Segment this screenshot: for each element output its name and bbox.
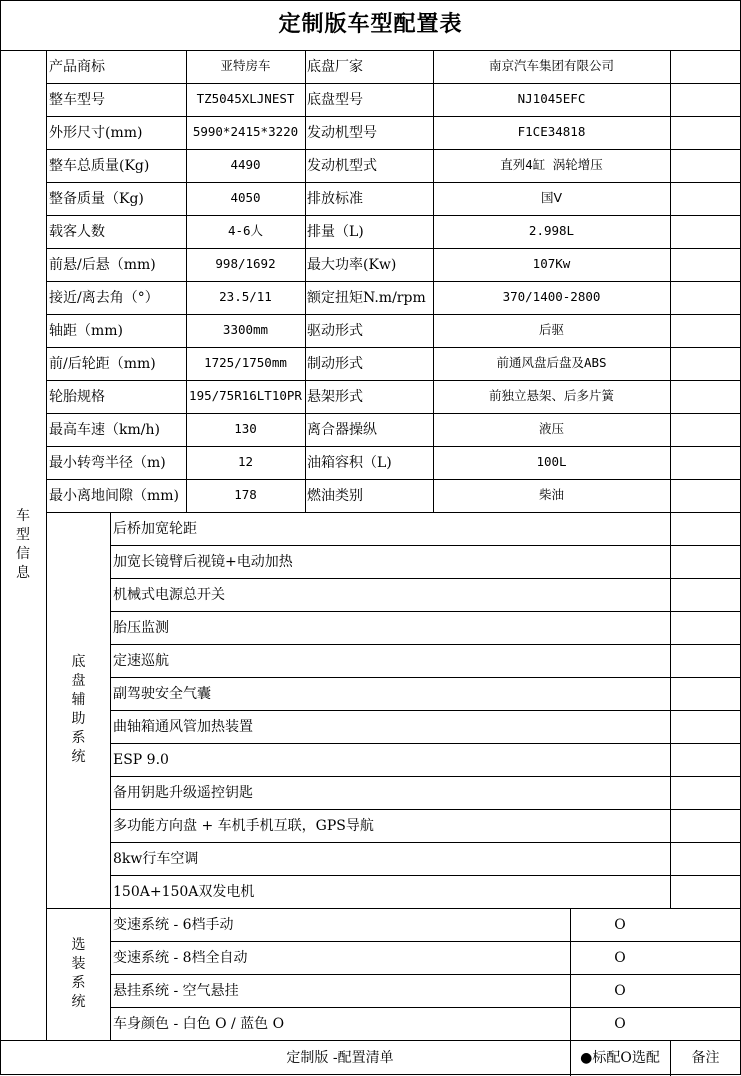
spec-value: TZ5045XLJNEST (196, 91, 295, 107)
grid-line (46, 512, 741, 513)
grid-line (670, 50, 671, 909)
section-label-char: 息 (16, 565, 30, 581)
grid-line (110, 809, 741, 810)
spec-value: 998/1692 (215, 256, 276, 272)
optional-item-mark: O (614, 982, 626, 999)
spec-label: 离合器操纵 (307, 421, 377, 438)
spec-label: 额定扭矩N.m/rpm (307, 289, 426, 306)
grid-line (46, 347, 741, 348)
chassis-feature-item: 150A+150A双发电机 (113, 883, 255, 900)
footer-list-label: 定制版 -配置清单 (286, 1050, 394, 1066)
spec-label: 前/后轮距（mm) (49, 355, 156, 372)
section-label-char: 辅 (71, 692, 86, 708)
section-label-char: 选 (71, 937, 86, 953)
section-label-char: 系 (71, 975, 86, 991)
footer-remark: 备注 (691, 1050, 720, 1066)
chassis-feature-item: 曲轴箱通风管加热装置 (113, 718, 253, 735)
spec-label: 最大功率(Kw) (307, 256, 397, 273)
spec-value: NJ1045EFC (517, 91, 586, 107)
spec-value: 亚特房车 (220, 58, 271, 74)
spec-label: 底盘厂家 (307, 58, 363, 75)
grid-line (110, 974, 741, 975)
grid-line (46, 149, 741, 150)
spec-label: 整车总质量(Kg) (49, 157, 150, 174)
section-label-char: 系 (71, 730, 86, 746)
spec-label: 驱动形式 (307, 322, 363, 339)
chassis-feature-item: 胎压监测 (113, 619, 169, 636)
section-label-char: 信 (16, 546, 30, 562)
spec-value: 5990*2415*3220 (192, 124, 299, 140)
grid-line (46, 380, 741, 381)
grid-line (110, 941, 741, 942)
spec-value: 12 (237, 454, 254, 470)
spec-label: 最小转弯半径（m) (49, 454, 166, 471)
spec-label: 产品商标 (49, 58, 105, 75)
grid-line (46, 479, 741, 480)
spec-value: 370/1400-2800 (502, 289, 601, 305)
grid-line (305, 50, 306, 513)
spec-label: 整车型号 (49, 91, 105, 108)
grid-line (186, 50, 187, 513)
grid-line (46, 446, 741, 447)
grid-line (46, 182, 741, 183)
grid-line (46, 281, 741, 282)
spec-value: 柴油 (538, 487, 564, 503)
spec-value: 23.5/11 (219, 289, 272, 305)
spec-label: 制动形式 (307, 355, 363, 372)
chassis-feature-item: ESP 9.0 (113, 751, 169, 768)
footer-legend: ●标配O选配 (580, 1050, 660, 1066)
spec-value: 107Kw (532, 256, 571, 272)
spec-label: 接近/离去角（°） (49, 289, 159, 306)
section-label-char: 统 (71, 994, 86, 1010)
section-label-char: 车 (16, 508, 30, 524)
grid-line (46, 116, 741, 117)
spec-value: 4050 (230, 190, 261, 206)
optional-item-mark: O (614, 949, 626, 966)
grid-line (433, 50, 434, 513)
grid-line (0, 0, 1, 1075)
spec-label: 燃油类别 (307, 487, 363, 504)
spec-label: 底盘型号 (307, 91, 363, 108)
grid-line (110, 677, 741, 678)
grid-line (110, 644, 741, 645)
grid-line (110, 611, 741, 612)
section-label-char: 盘 (71, 673, 86, 689)
section-label-char: 装 (71, 956, 86, 972)
spec-value: 1725/1750mm (204, 355, 287, 371)
spec-value: 直列4缸 涡轮增压 (500, 157, 603, 173)
spec-value: 4490 (230, 157, 261, 173)
grid-line (110, 578, 741, 579)
spec-label: 整备质量（Kg) (49, 190, 144, 207)
spec-value: 后驱 (538, 322, 564, 338)
grid-line (110, 743, 741, 744)
section-label-char: 底 (71, 654, 86, 670)
grid-line (670, 1040, 671, 1076)
grid-line (0, 0, 741, 1)
grid-line (570, 908, 571, 1076)
grid-line (46, 215, 741, 216)
spec-value: F1CE34818 (517, 124, 586, 140)
section-label-char: 助 (71, 711, 86, 727)
section-label-char: 统 (71, 749, 86, 765)
chassis-feature-item: 备用钥匙升级遥控钥匙 (113, 784, 253, 801)
grid-line (110, 842, 741, 843)
spec-label: 发动机型式 (307, 157, 377, 174)
chassis-feature-item: 机械式电源总开关 (113, 586, 225, 603)
spec-value: 3300mm (222, 322, 269, 338)
chassis-feature-item: 副驾驶安全气囊 (113, 685, 211, 702)
optional-item-name: 悬挂系统 - 空气悬挂 (113, 982, 239, 999)
spec-value: 前独立悬架、后多片簧 (488, 388, 614, 404)
spec-value: 国Ⅴ (540, 190, 563, 206)
grid-line (46, 908, 741, 909)
spec-label: 油箱容积（L) (307, 454, 392, 471)
grid-line (46, 248, 741, 249)
grid-line (46, 83, 741, 84)
spec-label: 轴距（mm) (49, 322, 124, 339)
spec-label: 载客人数 (49, 223, 105, 240)
spec-value: 南京汽车集团有限公司 (488, 58, 614, 74)
spec-label: 排量（L) (307, 223, 364, 240)
grid-line (46, 413, 741, 414)
spec-label: 悬架形式 (307, 388, 363, 405)
section-label-vehicle-info (0, 50, 46, 1040)
chassis-feature-item: 多功能方向盘 + 车机手机互联，GPS导航 (113, 817, 374, 834)
chassis-feature-item: 8kw行车空调 (113, 850, 199, 867)
grid-line (110, 512, 111, 1041)
section-label-char: 型 (16, 527, 30, 543)
spec-value: 178 (234, 487, 257, 503)
spec-label: 排放标准 (307, 190, 363, 207)
section-label-chassis-aux (47, 512, 110, 908)
optional-item-mark: O (614, 1015, 626, 1032)
spec-label: 最小离地间隙（mm) (49, 487, 180, 504)
grid-line (46, 50, 47, 1041)
grid-line (110, 710, 741, 711)
optional-item-mark: O (614, 916, 626, 933)
grid-line (46, 314, 741, 315)
grid-line (110, 1007, 741, 1008)
optional-item-name: 车身颜色 - 白色 O / 蓝色 O (113, 1015, 285, 1032)
spec-value: 4-6人 (227, 223, 264, 239)
grid-line (110, 776, 741, 777)
spec-value: 2.998L (528, 223, 575, 239)
optional-item-name: 变速系统 - 6档手动 (113, 916, 234, 933)
grid-line (0, 50, 741, 51)
chassis-feature-item: 定速巡航 (113, 652, 169, 669)
section-label-optional (47, 908, 110, 1040)
spec-value: 195/75R16LT10PR (189, 388, 302, 404)
grid-line (110, 875, 741, 876)
spec-value: 130 (234, 421, 257, 437)
chassis-feature-item: 加宽长镜臂后视镜+电动加热 (113, 553, 293, 570)
optional-item-name: 变速系统 - 8档全自动 (113, 949, 248, 966)
spec-label: 前悬/后悬（mm) (49, 256, 156, 273)
spec-label: 最高车速（km/h) (49, 421, 160, 438)
grid-line (110, 545, 741, 546)
spec-value: 前通风盘后盘及ABS (496, 355, 607, 371)
page-title: 定制版车型配置表 (278, 12, 463, 37)
spec-label: 轮胎规格 (49, 388, 105, 405)
spec-value: 100L (536, 454, 567, 470)
spec-label: 外形尺寸(mm) (49, 124, 143, 141)
chassis-feature-item: 后桥加宽轮距 (113, 520, 197, 537)
spec-value: 液压 (538, 421, 564, 437)
spec-label: 发动机型号 (307, 124, 377, 141)
grid-line (0, 1040, 741, 1041)
